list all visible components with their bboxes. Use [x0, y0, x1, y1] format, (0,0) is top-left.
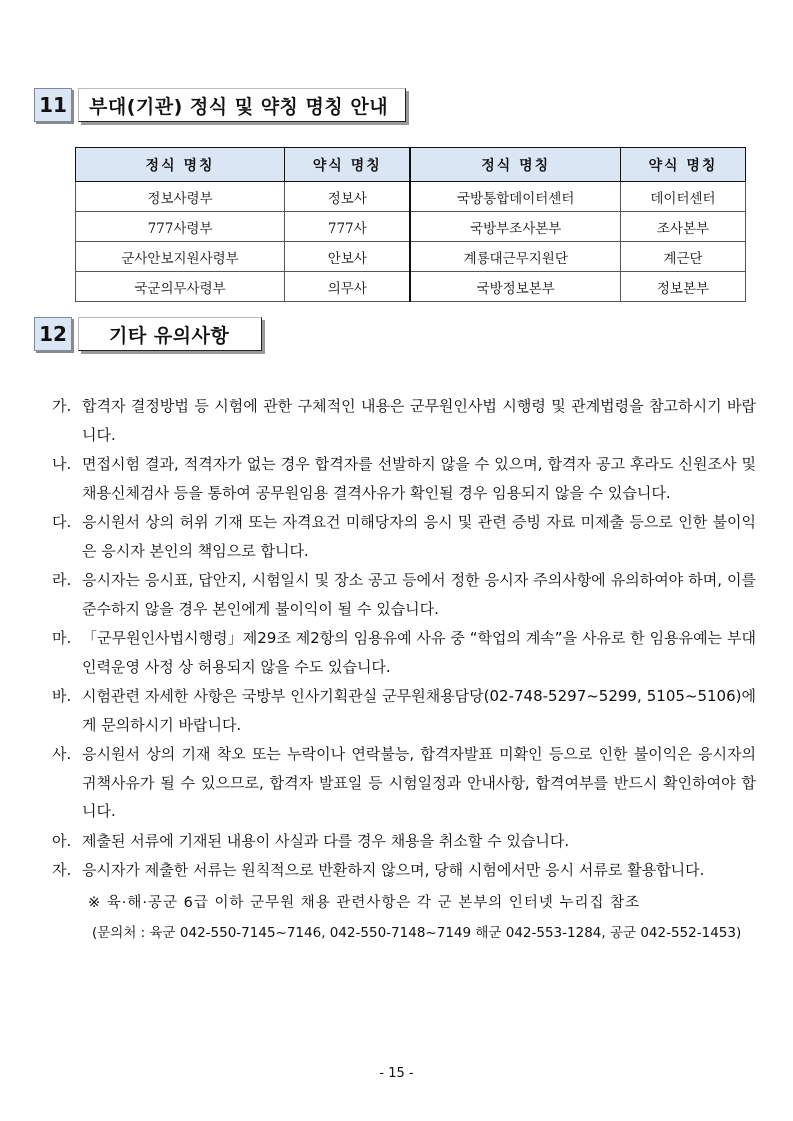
- table-cell: 군사안보지원사령부: [76, 242, 285, 272]
- list-item: [52, 450, 756, 507]
- notes-list: [52, 392, 756, 948]
- list-item: [52, 508, 756, 565]
- table-cell: 777사령부: [76, 212, 285, 242]
- section-11-header: [34, 88, 406, 124]
- section-title: 부대(기관) 정식 및 약칭 명칭 안내: [78, 88, 406, 122]
- item-text: 시험관련 자세한 사항은 국방부 인사기획관실 군무원채용담당(02-748-5297~5299, 5105~5106)에게 문의하시기 바랍니다.: [82, 687, 756, 734]
- item-marker: 마.: [52, 629, 72, 647]
- table-cell: 계룡대근무지원단: [410, 242, 620, 272]
- table-cell: 데이터센터: [620, 182, 745, 212]
- item-marker: 다.: [52, 513, 72, 531]
- section-number: 11: [34, 88, 72, 122]
- section-title: 기타 유의사항: [78, 317, 262, 351]
- header-short-name: 약식 명칭: [620, 148, 745, 182]
- table-cell: 계근단: [620, 242, 745, 272]
- unit-names-table: [75, 147, 746, 302]
- list-item: [52, 624, 756, 681]
- item-text: 「군무원인사법시행령」제29조 제2항의 임용유예 사유 중 “학업의 계속”을 사유로 한 임용유예는 부대 인력운영 사정 상 허용되지 않을 수도 있습니다.: [82, 629, 756, 676]
- reference-note: ※ 육·해·공군 6급 이하 군무원 채용 관련사항은 각 군 본부의 인터넷 누리집 참조: [88, 894, 641, 911]
- table-cell: 국군의무사령부: [76, 272, 285, 302]
- table-cell: 정보사: [285, 182, 411, 212]
- list-item: [52, 392, 756, 449]
- list-item: [52, 856, 756, 885]
- table-cell: 정보사령부: [76, 182, 285, 212]
- item-marker: 가.: [52, 397, 72, 415]
- item-text: 응시원서 상의 허위 기재 또는 자격요건 미해당자의 응시 및 관련 증빙 자료 미제출 등으로 인한 불이익은 응시자 본인의 책임으로 합니다.: [82, 513, 756, 560]
- header-official-name: 정식 명칭: [76, 148, 285, 182]
- list-item: [52, 566, 756, 623]
- section-12-header: [34, 317, 262, 353]
- item-marker: 자.: [52, 861, 72, 879]
- list-item: [52, 827, 756, 856]
- item-text: 면접시험 결과, 적격자가 없는 경우 합격자를 선발하지 않을 수 있으며, 합격자 공고 후라도 신원조사 및 채용신체검사 등을 통하여 공무원임용 결격사유가 확인될 경우 임용되지 않을 수 있습니다.: [82, 455, 756, 502]
- table-cell: 777사: [285, 212, 411, 242]
- table-cell: 국방정보본부: [410, 272, 620, 302]
- table-cell: 정보본부: [620, 272, 745, 302]
- header-short-name: 약식 명칭: [285, 148, 411, 182]
- item-marker: 아.: [52, 831, 72, 850]
- table-header-row: [76, 148, 746, 182]
- contact-line: (문의처 : 육군 042-550-7145~7146, 042-550-7148~7149 해군 042-553-1284, 공군 042-552-1453): [92, 925, 742, 941]
- page-number: - 15 -: [379, 1066, 414, 1081]
- item-marker: 바.: [52, 687, 72, 705]
- item-marker: 라.: [52, 571, 72, 589]
- item-text: 응시원서 상의 기재 착오 또는 누락이나 연락불능, 합격자발표 미확인 등으로 인한 불이익은 응시자의 귀책사유가 될 수 있으므로, 합격자 발표일 등 시험일정과 안내사항, 합격여부를 반드시 확인하여야 합니다.: [82, 745, 756, 820]
- table-row: [76, 182, 746, 212]
- table-row: [76, 272, 746, 302]
- table-cell: 안보사: [285, 242, 411, 272]
- item-text: 응시자가 제출한 서류는 원칙적으로 반환하지 않으며, 당해 시험에서만 응시 서류로 활용합니다.: [82, 861, 705, 879]
- table-cell: 조사본부: [620, 212, 745, 242]
- item-text: 제출된 서류에 기재된 내용이 사실과 다를 경우 채용을 취소할 수 있습니다.: [82, 831, 570, 850]
- table-cell: 국방통합데이터센터: [410, 182, 620, 212]
- item-text: 합격자 결정방법 등 시험에 관한 구체적인 내용은 군무원인사법 시행령 및 관계법령을 참고하시기 바랍니다.: [82, 397, 756, 444]
- table-cell: 의무사: [285, 272, 411, 302]
- table-row: [76, 242, 746, 272]
- item-marker: 나.: [52, 455, 72, 473]
- list-item: [52, 740, 756, 826]
- item-marker: 사.: [52, 745, 72, 763]
- section-number: 12: [34, 317, 72, 351]
- table-row: [76, 212, 746, 242]
- table-cell: 국방부조사본부: [410, 212, 620, 242]
- item-text: 응시자는 응시표, 답안지, 시험일시 및 장소 공고 등에서 정한 응시자 주의사항에 유의하여야 하며, 이를 준수하지 않을 경우 본인에게 불이익이 될 수 있습니다.: [82, 571, 756, 618]
- header-official-name: 정식 명칭: [410, 148, 620, 182]
- list-item: [52, 682, 756, 739]
